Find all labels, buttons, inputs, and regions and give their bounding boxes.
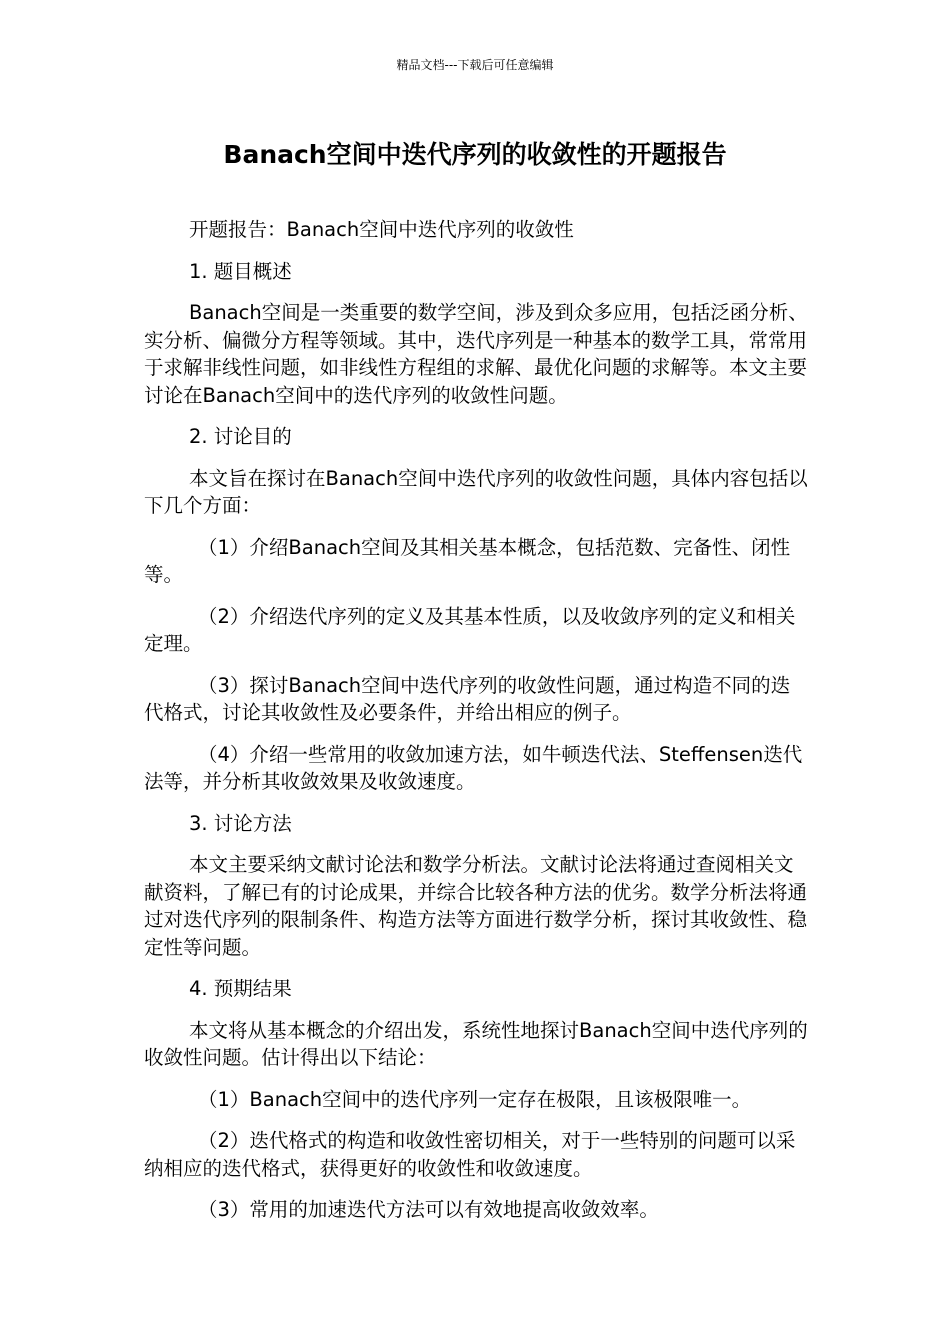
- document-body: [144, 216, 809, 1238]
- list-item-purpose-3: （3）探讨Banach空间中迭代序列的收敛性问题，通过构造不同的迭代格式，讨论其收敛性及必要条件，并给出相应的例子。: [144, 673, 791, 724]
- section-heading-results: 4. 预期结果: [189, 977, 292, 1000]
- document-title: Banach空间中迭代序列的收敛性的开题报告: [223, 140, 727, 169]
- section-heading-overview: 1. 题目概述: [189, 259, 292, 283]
- paragraph-method: 本文主要采纳文献讨论法和数学分析法。文献讨论法将通过查阅相关文献资料，了解已有的讨论成果，并综合比较各种方法的优劣。数学分析法将通过对迭代序列的限制条件、构造方法等方面进行数学分析，探讨其收敛性、稳定性等问题。: [144, 853, 808, 959]
- paragraph-overview: Banach空间是一类重要的数学空间，涉及到众多应用，包括泛函分析、实分析、偏微分方程等领域。其中，迭代序列是一种基本的数学工具，常常用于求解非线性问题，如非线性方程组的求解、最优化问题的求解等。本文主要讨论在Banach空间中的迭代序列的收敛性问题。: [144, 301, 808, 407]
- list-item-result-3: （3）常用的加速迭代方法可以有效地提高收敛效率。: [198, 1198, 659, 1221]
- list-item-result-2: （2）迭代格式的构造和收敛性密切相关，对于一些特别的问题可以采纳相应的迭代格式，获得更好的收敛性和收敛速度。: [144, 1129, 796, 1180]
- list-item-purpose-1: （1）介绍Banach空间及其相关基本概念，包括范数、完备性、闭性等。: [144, 535, 791, 586]
- paragraph-results: 本文将从基本概念的介绍出发，系统性地探讨Banach空间中迭代序列的收敛性问题。估计得出以下结论：: [144, 1018, 808, 1069]
- section-heading-purpose: 2. 讨论目的: [189, 425, 292, 448]
- list-item-purpose-2: （2）介绍迭代序列的定义及其基本性质，以及收敛序列的定义和相关定理。: [144, 604, 796, 655]
- section-heading-method: 3. 讨论方法: [189, 811, 292, 835]
- page-header: 精品文档---下载后可任意编辑: [396, 58, 554, 72]
- paragraph-purpose: 本文旨在探讨在Banach空间中迭代序列的收敛性问题，具体内容包括以下几个方面：: [144, 466, 808, 517]
- list-item-purpose-4: （4）介绍一些常用的收敛加速方法，如牛顿迭代法、Steffensen迭代法等，并分析其收敛效果及收敛速度。: [144, 742, 803, 793]
- list-item-result-1: （1）Banach空间中的迭代序列一定存在极限，且该极限唯一。: [198, 1087, 752, 1111]
- report-heading: 开题报告：Banach空间中迭代序列的收敛性: [189, 218, 574, 241]
